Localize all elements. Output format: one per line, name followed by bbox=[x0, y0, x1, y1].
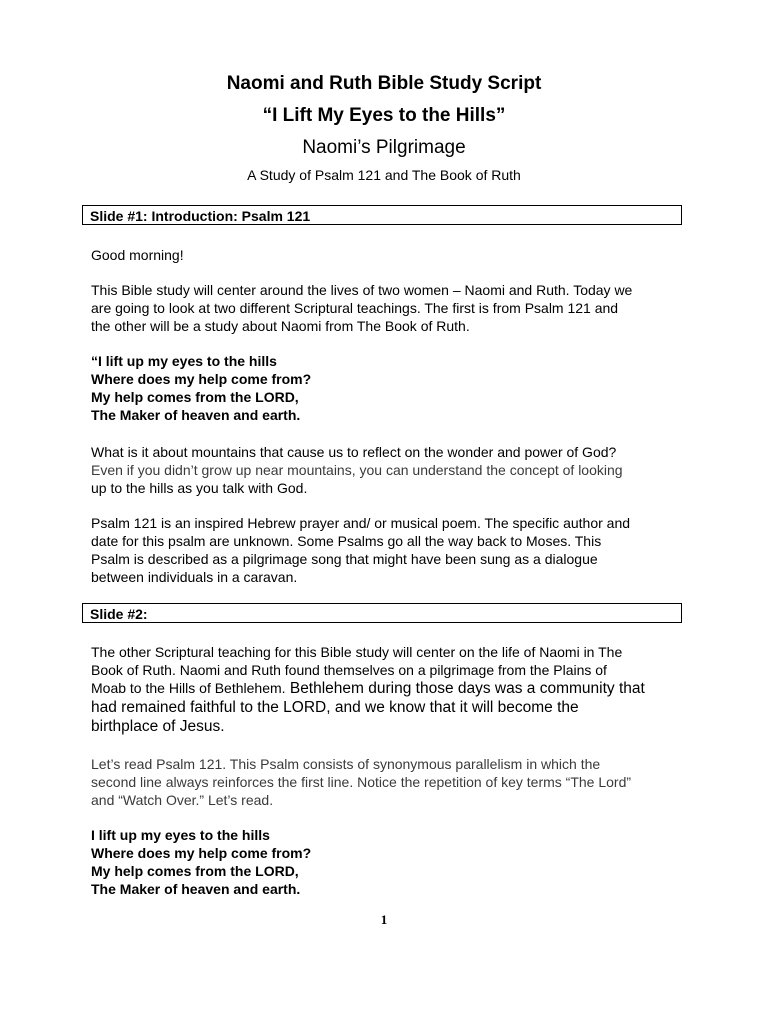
slide-1-heading-box: Slide #1: Introduction: Psalm 121 bbox=[82, 205, 682, 225]
psalm-line: Psalm 121 is an inspired Hebrew prayer and/ or musical poem. The specific author and bbox=[91, 515, 631, 531]
teaching-line-part: Moab to the Hills of Bethlehem. bbox=[91, 680, 286, 696]
read-line: Let’s read Psalm 121. This Psalm consists of synonymous parallelism in which the bbox=[91, 756, 601, 772]
greeting: Good morning! bbox=[91, 247, 184, 263]
study-description: A Study of Psalm 121 and The Book of Ruth bbox=[247, 167, 521, 183]
question-line: What is it about mountains that cause us to reflect on the wonder and power of God? bbox=[91, 444, 617, 460]
psalm-verse-repeat bbox=[91, 826, 691, 898]
teaching-line: The other Scriptural teaching for this Bible study will center on the life of Naomi in The bbox=[91, 644, 623, 660]
page-number: 1 bbox=[380, 912, 388, 927]
verse-line: The Maker of heaven and earth. bbox=[91, 407, 301, 423]
document-subtitle: “I Lift My Eyes to the Hills” bbox=[262, 105, 506, 126]
teaching-line: Book of Ruth. Naomi and Ruth found themselves on a pilgrimage from the Plains of bbox=[91, 662, 607, 678]
psalm-line: Psalm is described as a pilgrimage song that might have been sung as a dialogue bbox=[91, 551, 598, 567]
psalm-line: date for this psalm are unknown. Some Psalms go all the way back to Moses. This bbox=[91, 533, 602, 549]
intro-line: the other will be a study about Naomi from The Book of Ruth. bbox=[91, 318, 470, 334]
verse-line: The Maker of heaven and earth. bbox=[91, 881, 301, 897]
question-line: Even if you didn’t grow up near mountains, you can understand the concept of looking bbox=[91, 462, 623, 478]
section-title: Naomi’s Pilgrimage bbox=[302, 137, 466, 158]
teaching-line: birthplace of Jesus. bbox=[91, 718, 225, 735]
question-line: up to the hills as you talk with God. bbox=[91, 480, 308, 496]
intro-line: are going to look at two different Scriptural teachings. The first is from Psalm 121 and bbox=[91, 300, 619, 316]
slide-2-heading-box: Slide #2: bbox=[82, 603, 682, 623]
verse-line: My help comes from the LORD, bbox=[91, 389, 299, 405]
verse-line: “I lift up my eyes to the hills bbox=[91, 353, 277, 369]
read-line: second line always reinforces the first line. Notice the repetition of key terms “The Lord” bbox=[91, 774, 632, 790]
verse-line: Where does my help come from? bbox=[91, 845, 312, 861]
document-title: Naomi and Ruth Bible Study Script bbox=[226, 73, 542, 94]
teaching-line bbox=[91, 679, 691, 698]
read-psalm-paragraph bbox=[91, 755, 691, 809]
verse-line: I lift up my eyes to the hills bbox=[91, 827, 270, 843]
mountains-question-paragraph bbox=[91, 443, 691, 497]
read-line: and “Watch Over.” Let’s read. bbox=[91, 792, 274, 808]
psalm-line: between individuals in a caravan. bbox=[91, 569, 298, 585]
teaching-line-part: Bethlehem during those days was a community that bbox=[285, 680, 645, 697]
psalm-background-paragraph bbox=[91, 514, 691, 586]
intro-line: This Bible study will center around the lives of two women – Naomi and Ruth. Today we bbox=[91, 282, 633, 298]
teaching-line: had remained faithful to the LORD, and we know that it will become the bbox=[91, 699, 579, 716]
verse-line: My help comes from the LORD, bbox=[91, 863, 299, 879]
naomi-teaching-paragraph bbox=[91, 643, 691, 736]
psalm-verse-quote bbox=[91, 352, 691, 424]
verse-line: Where does my help come from? bbox=[91, 371, 312, 387]
intro-paragraph bbox=[91, 281, 691, 335]
